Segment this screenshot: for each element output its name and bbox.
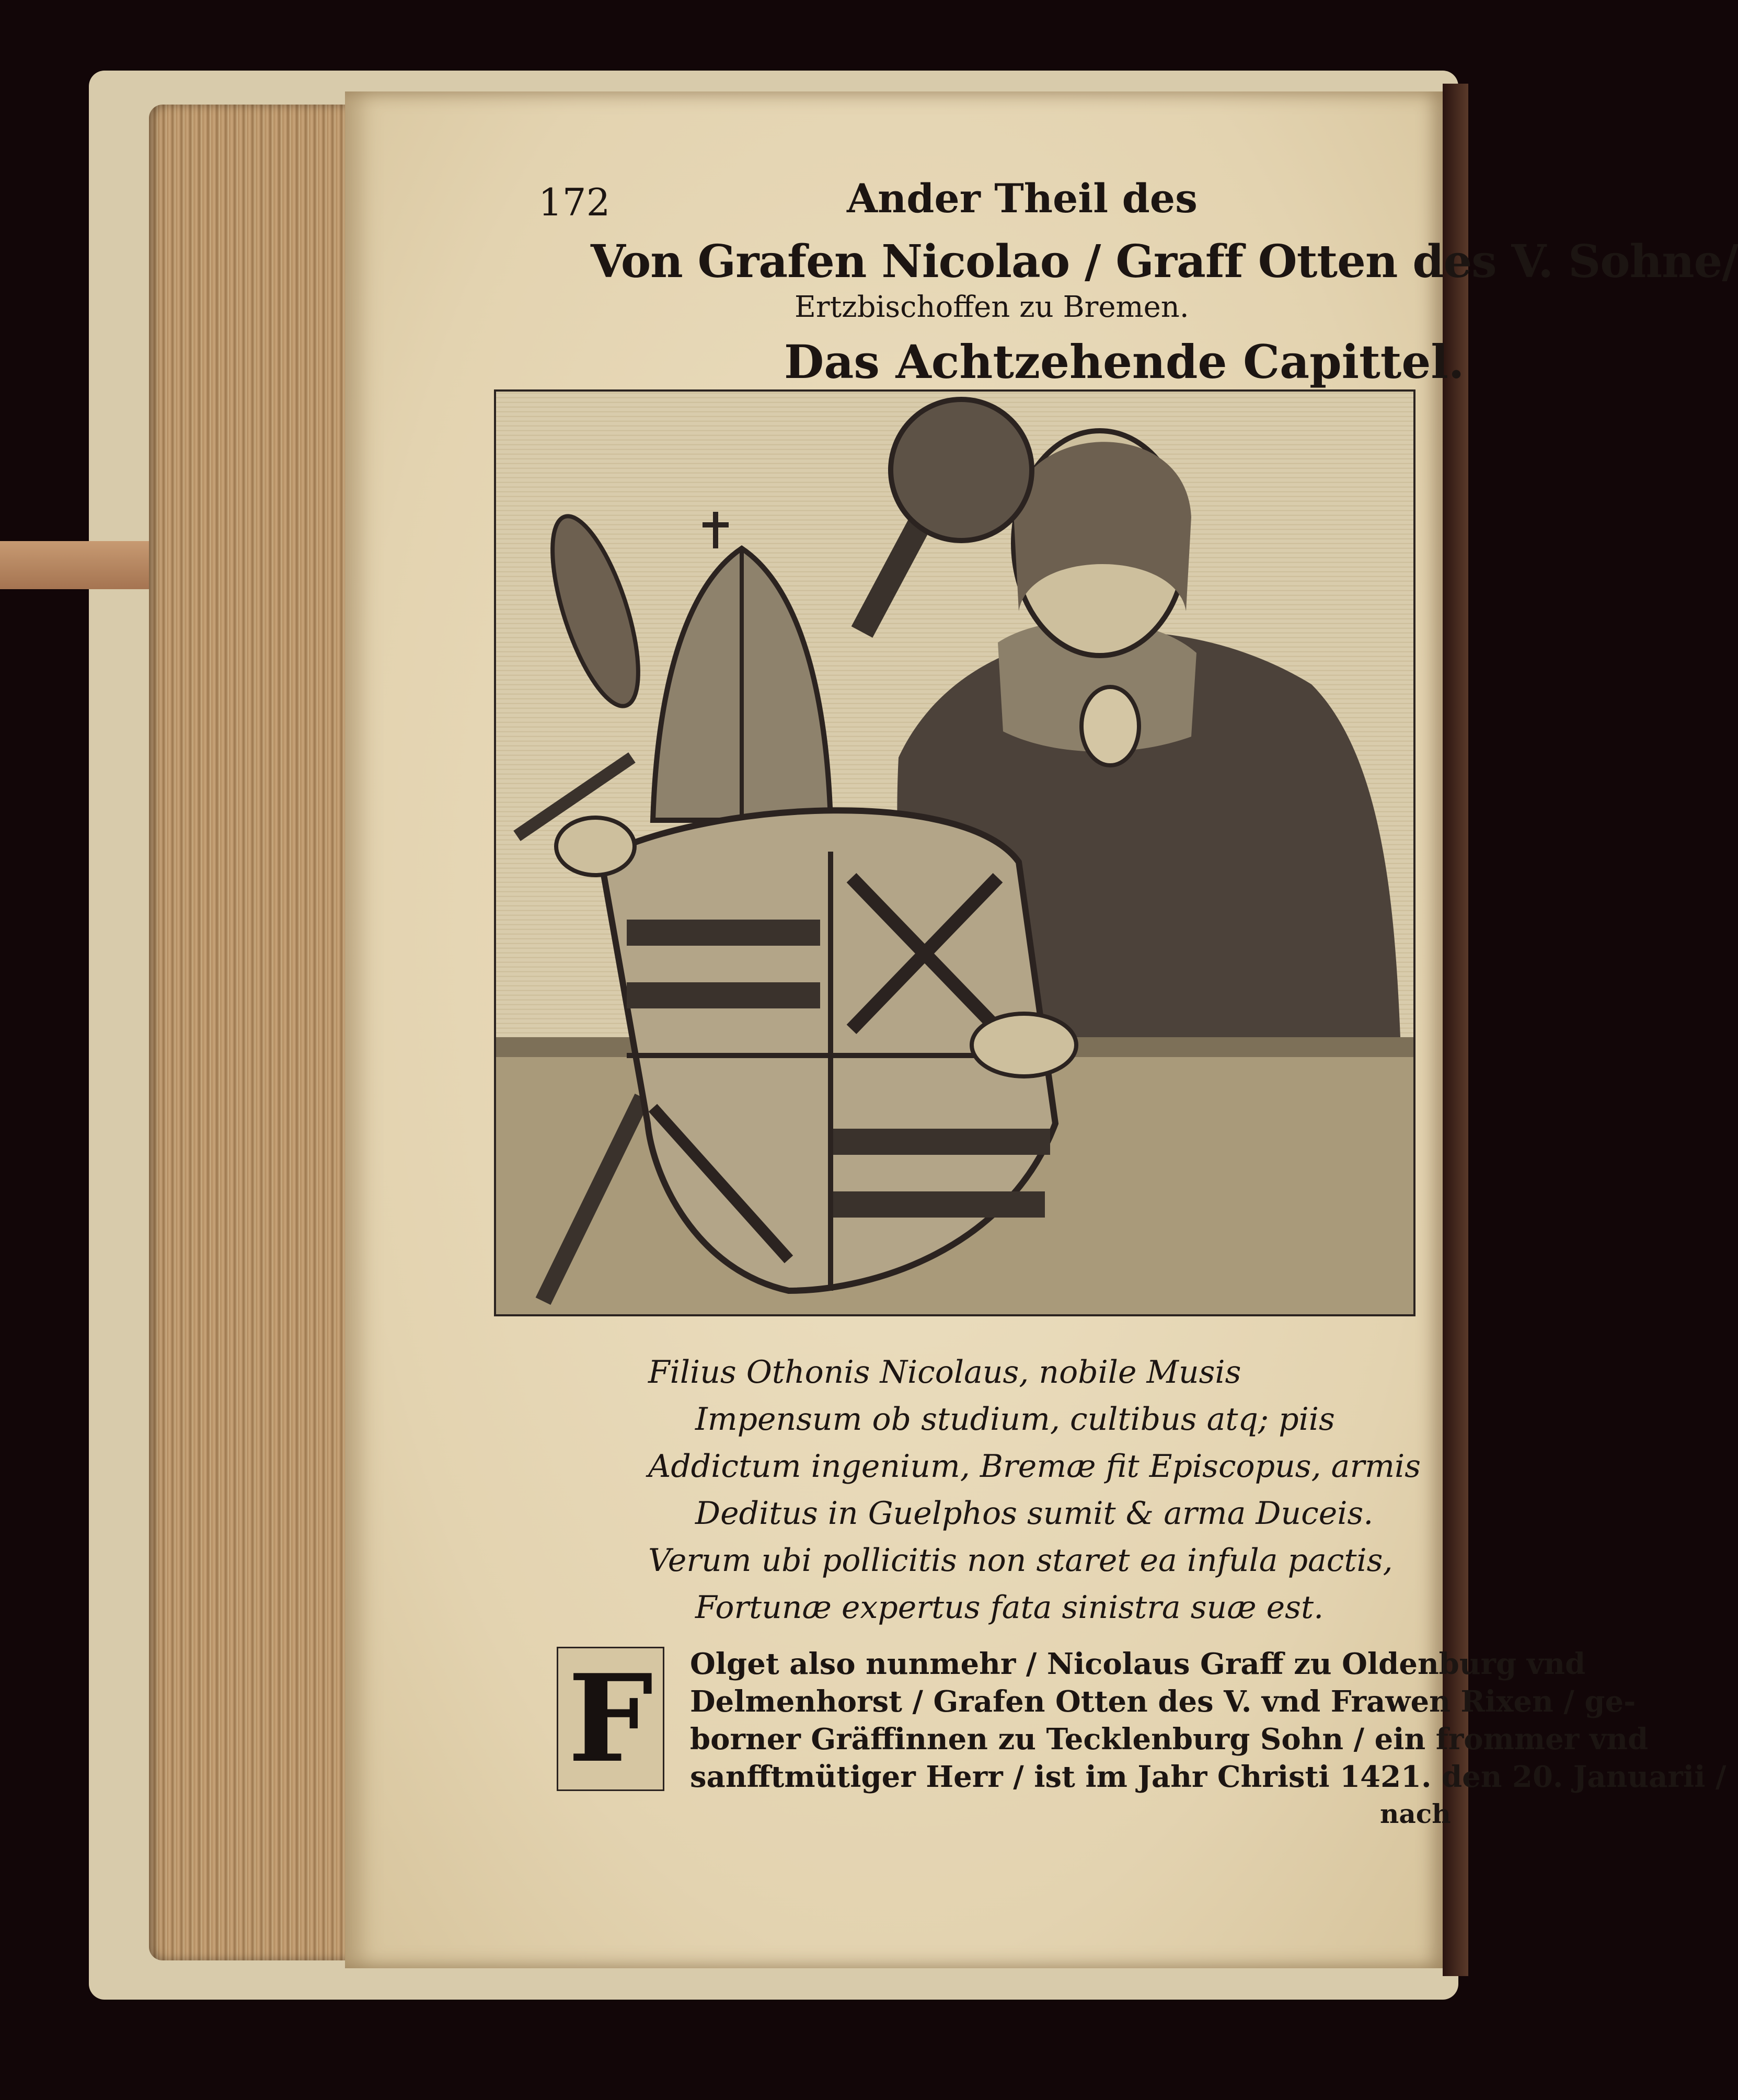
- chapter-subtitle: Ertzbischoffen zu Bremen.: [795, 290, 1189, 324]
- engraving-illustration: [494, 389, 1415, 1316]
- shield-bar-2: [627, 982, 820, 1008]
- page-number: 172: [538, 180, 611, 224]
- body-text-line: Olget also nunmehr / Nicolaus Graff zu Oldenburg vnd: [690, 1647, 1586, 1681]
- right-hand: [972, 1014, 1076, 1076]
- body-text-line: borner Gräffinnen zu Tecklenburg Sohn / ein frommer vnd: [690, 1722, 1649, 1757]
- shield-bar-4: [831, 1191, 1045, 1218]
- shield-bar-1: [627, 920, 820, 946]
- verse-line: Filius Othonis Nicolaus, nobile Musis: [648, 1354, 1241, 1391]
- bookmark-ribbon: [0, 541, 157, 589]
- engraving-drawing: [496, 392, 1413, 1314]
- mitre-cross: [703, 512, 729, 548]
- decorated-initial: [557, 1647, 664, 1791]
- crozier-head: [891, 399, 1032, 541]
- verse-line: Impensum ob studium, cultibus atq; piis: [695, 1401, 1335, 1438]
- chapter-heading: Das Achtzehende Capittel.: [784, 335, 1465, 389]
- shield-bar-3: [831, 1129, 1050, 1155]
- sword-hilt: [535, 507, 656, 715]
- robe-brooch: [1081, 687, 1139, 765]
- page-stack-edge: [149, 105, 358, 1960]
- left-hand: [556, 818, 635, 875]
- verse-line: Verum ubi pollicitis non staret ea infula pactis,: [648, 1542, 1393, 1579]
- initial-letter: F: [568, 1648, 653, 1789]
- verse-line: Addictum ingenium, Bremæ fit Episcopus, armis: [648, 1448, 1421, 1485]
- verse-line: Fortunæ expertus fata sinistra suæ est.: [695, 1589, 1324, 1626]
- verse-line: Deditus in Guelphos sumit & arma Duceis.: [695, 1495, 1374, 1532]
- body-text-line: Delmenhorst / Grafen Otten des V. vnd Frawen Rixen / ge-: [690, 1684, 1636, 1719]
- chapter-title: Von Grafen Nicolao / Graff Otten des V. Sohne/: [591, 235, 1738, 288]
- running-head: Ander Theil des: [847, 175, 1198, 222]
- catchword: nach: [1380, 1798, 1451, 1829]
- body-text-line: sanfftmütiger Herr / ist im Jahr Christi 1421. den 20. Januarii /: [690, 1760, 1727, 1794]
